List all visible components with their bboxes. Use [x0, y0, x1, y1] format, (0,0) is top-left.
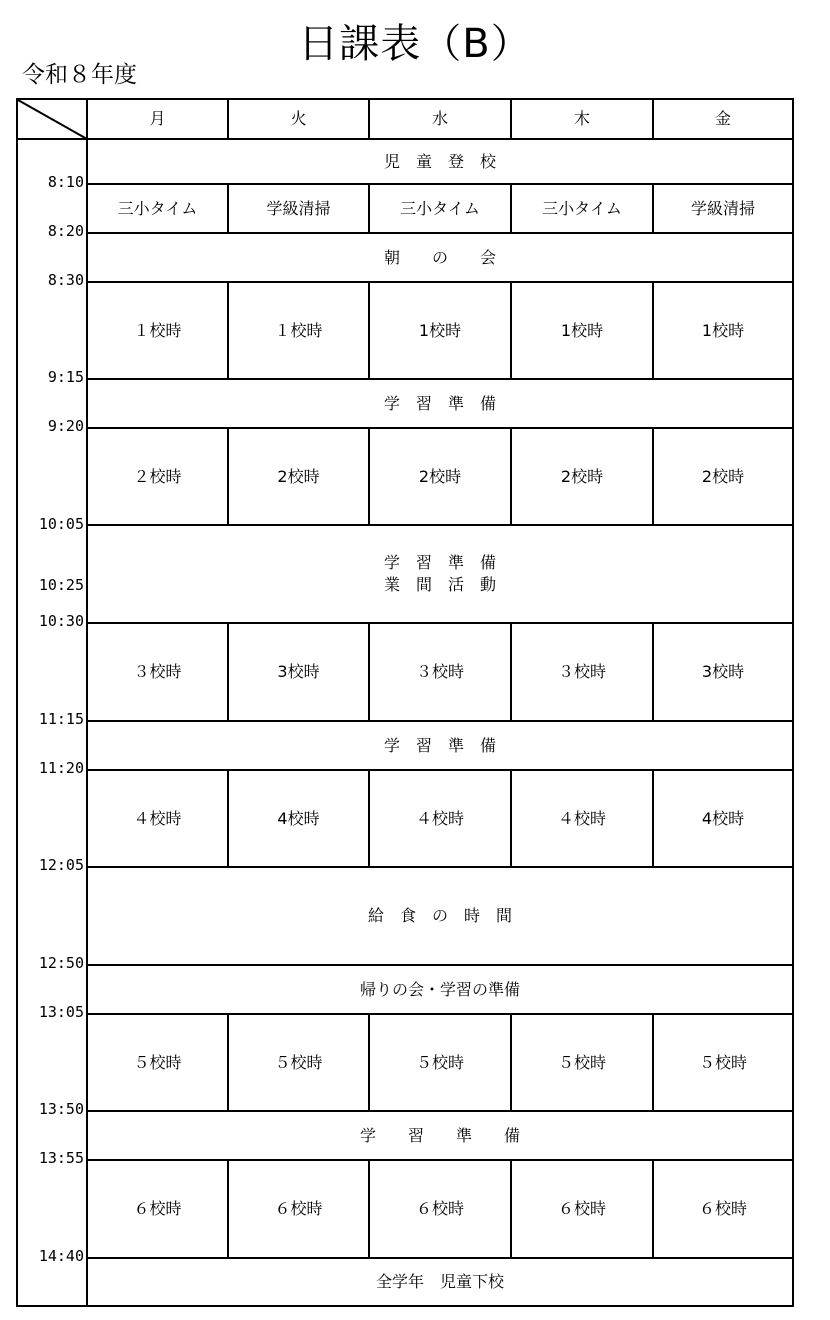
period6-thu: ６校時 [557, 1199, 606, 1218]
period4-wed: ４校時 [415, 808, 464, 828]
mini-time-tue: 学級清掃 [266, 198, 331, 218]
mini-time-fri: 学級清掃 [690, 198, 755, 218]
time-label: 13:05 [38, 1003, 84, 1021]
prep-row-1: 学 習 準 備 [383, 393, 496, 413]
time-label: 9:20 [47, 417, 84, 435]
mini-time-mon: 三小タイム [117, 198, 198, 218]
day-header-tue: 火 [290, 109, 307, 128]
period4-fri: 4校時 [701, 808, 745, 828]
period2-wed: 2校時 [418, 466, 462, 486]
period5-thu: ５校時 [557, 1052, 606, 1072]
recess-line-1: 学 習 準 備 [383, 553, 496, 572]
period2-thu: 2校時 [560, 466, 604, 486]
period2-tue: 2校時 [277, 466, 320, 486]
prep-row-5: 学 習 準 備 [359, 1125, 520, 1145]
page-title: 日課表（B） [298, 21, 532, 67]
period2-mon: ２校時 [133, 466, 182, 486]
period3-wed: ３校時 [415, 662, 464, 681]
time-label: 13:55 [38, 1149, 84, 1167]
period4-tue: 4校時 [277, 808, 320, 828]
period5-mon: ５校時 [133, 1052, 182, 1072]
time-label: 12:05 [38, 856, 84, 874]
time-label: 9:15 [47, 368, 84, 386]
time-label: 10:05 [38, 515, 84, 533]
period5-tue: ５校時 [274, 1052, 323, 1072]
mini-time-thu: 三小タイム [542, 198, 622, 218]
school-year: 令和８年度 [22, 62, 137, 88]
arrival-row: 児 童 登 校 [383, 151, 496, 171]
time-label: 10:25 [38, 576, 84, 594]
time-label: 14:40 [38, 1247, 84, 1265]
period2-fri: 2校時 [701, 466, 745, 486]
time-label: 10:30 [38, 612, 84, 630]
time-label: 8:20 [47, 222, 84, 240]
time-label: 8:10 [47, 173, 84, 191]
period3-fri: 3校時 [701, 662, 745, 681]
recess-line-2: 業 間 活 動 [383, 575, 496, 594]
period1-mon: １校時 [133, 320, 182, 340]
period5-wed: ５校時 [415, 1052, 464, 1072]
day-header-mon: 月 [149, 109, 166, 128]
day-header-thu: 木 [573, 109, 590, 128]
period3-tue: 3校時 [277, 662, 320, 681]
period6-tue: ６校時 [274, 1199, 323, 1218]
header-corner-diagonal [16, 98, 88, 140]
time-label: 8:30 [47, 271, 84, 289]
period1-wed: 1校時 [418, 320, 462, 340]
homeroom-row: 帰りの会・学習の準備 [359, 979, 520, 999]
period1-fri: 1校時 [701, 320, 745, 340]
period1-tue: １校時 [274, 320, 323, 340]
time-label: 12:50 [38, 954, 84, 972]
lunch-row: 給 食 の 時 間 [367, 906, 512, 925]
day-header-fri: 金 [714, 109, 731, 128]
time-label: 11:15 [38, 710, 84, 728]
prep-row-3: 学 習 準 備 [383, 735, 496, 755]
dismissal-row: 全学年 児童下校 [375, 1272, 504, 1291]
period6-wed: ６校時 [415, 1199, 464, 1218]
morning-meeting-row: 朝 の 会 [383, 247, 496, 267]
time-label: 13:50 [38, 1100, 84, 1118]
day-header-wed: 水 [431, 109, 448, 128]
period4-thu: ４校時 [557, 808, 606, 828]
period5-fri: ５校時 [698, 1052, 747, 1072]
recess-row [88, 526, 792, 622]
mini-time-wed: 三小タイム [400, 198, 480, 218]
period3-thu: ３校時 [557, 662, 606, 681]
period6-mon: ６校時 [133, 1199, 182, 1218]
period3-mon: ３校時 [133, 662, 182, 681]
period6-fri: ６校時 [698, 1199, 747, 1218]
period4-mon: ４校時 [133, 808, 182, 828]
period1-thu: 1校時 [560, 320, 604, 340]
time-label: 11:20 [38, 759, 84, 777]
